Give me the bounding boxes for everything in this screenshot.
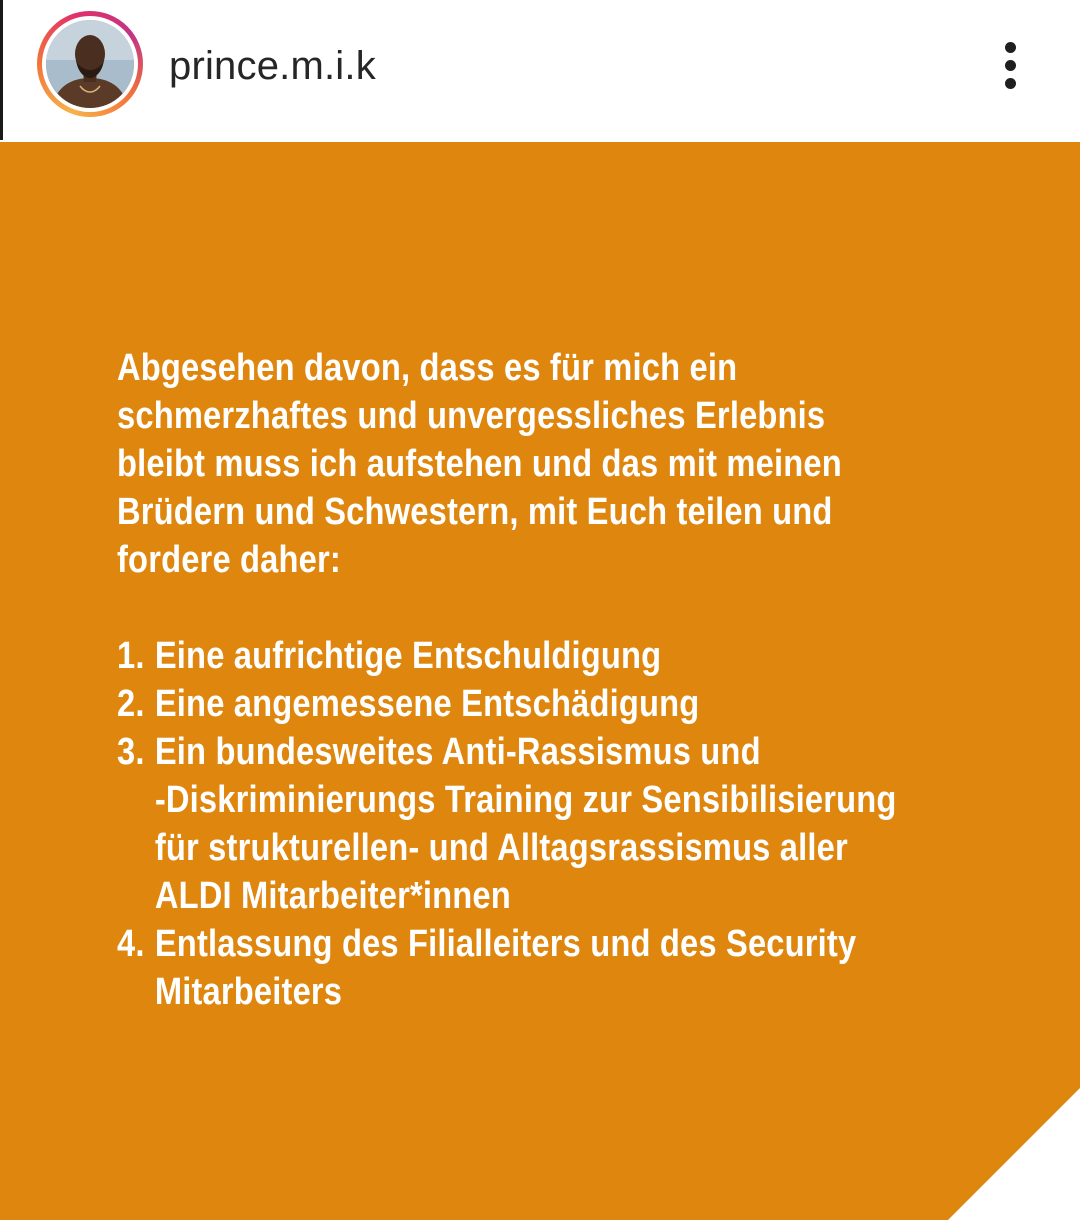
demand-line: Mitarbeiters bbox=[154, 971, 343, 1013]
intro-line: Brüdern und Schwestern, mit Euch teilen und bbox=[117, 491, 833, 533]
intro-line: bleibt muss ich aufstehen und das mit meinen bbox=[117, 443, 842, 485]
post-header bbox=[0, 0, 1080, 140]
demand-item bbox=[117, 920, 917, 1016]
intro-line: schmerzhaftes und unvergessliches Erlebnis bbox=[117, 395, 826, 437]
demand-line: -Diskriminierungs Training zur Sensibilisierung bbox=[154, 779, 897, 821]
avatar[interactable] bbox=[46, 20, 134, 108]
demand-line: Eine aufrichtige Entschuldigung bbox=[154, 635, 662, 677]
intro-line: fordere daher: bbox=[117, 539, 341, 581]
demand-number: 3. bbox=[117, 731, 145, 773]
demand-line: ALDI Mitarbeiter*innen bbox=[154, 875, 511, 917]
demand-number: 4. bbox=[117, 923, 145, 965]
demand-line: Ein bundesweites Anti-Rassismus und bbox=[154, 731, 761, 773]
demand-line: für strukturellen- und Alltagsrassismus aller bbox=[154, 827, 848, 869]
intro-line: Abgesehen davon, dass es für mich ein bbox=[117, 347, 738, 389]
demand-item bbox=[117, 632, 917, 680]
post-image bbox=[0, 142, 1080, 1220]
demand-line: Entlassung des Filialleiters und des Security bbox=[154, 923, 857, 965]
story-ring[interactable] bbox=[37, 11, 143, 117]
demand-item bbox=[117, 680, 917, 728]
post-text bbox=[117, 344, 917, 1016]
demand-item bbox=[117, 728, 917, 920]
demand-number: 1. bbox=[117, 635, 145, 677]
more-options-icon[interactable] bbox=[993, 38, 1033, 94]
username-link[interactable]: prince.m.i.k bbox=[169, 44, 376, 88]
demand-line: Eine angemessene Entschädigung bbox=[154, 683, 700, 725]
demand-number: 2. bbox=[117, 683, 145, 725]
